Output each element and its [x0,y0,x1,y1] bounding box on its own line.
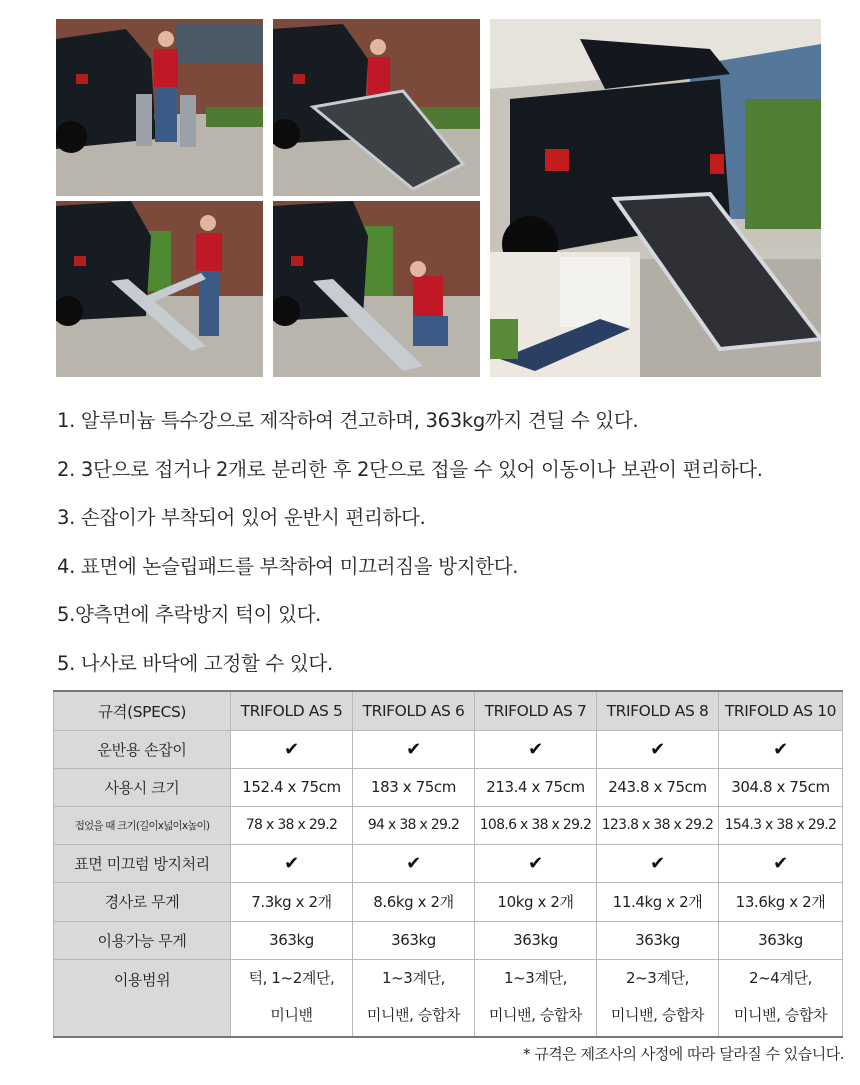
table-cell: 213.4 x 75cm [475,768,597,806]
row-label: 경사로 무게 [54,882,231,921]
row-label: 이용범위 [54,959,231,1037]
row-label: 이용가능 무게 [54,921,231,959]
table-cell: 123.8 x 38 x 29.2 [597,806,719,844]
table-cell: 152.4 x 75cm [231,768,353,806]
table-cell: 7.3kg x 2개 [231,882,353,921]
cell-line: 미니밴, 승합차 [366,1005,461,1024]
cell-line: 1~3계단, [381,968,445,987]
table-cell: 363kg [597,921,719,959]
checkmark-icon: ✔ [719,730,843,768]
checkmark-icon: ✔ [353,730,475,768]
cell-line: 2~4계단, [748,968,812,987]
footnote: * 규격은 제조사의 사정에 따라 달라질 수 있습니다. [523,1045,844,1063]
photo-man-securing-ramp [273,201,480,377]
cell-line: 미니밴 [270,1005,313,1024]
feature-item: 1. 알루미늄 특수강으로 제작하여 견고하며, 363kg까지 견딜 수 있다. [57,409,639,432]
table-cell [597,959,719,1037]
table-cell: 183 x 75cm [353,768,475,806]
table-header-cell: TRIFOLD AS 6 [353,691,475,730]
table-cell: 78 x 38 x 29.2 [231,806,353,844]
table-header-cell: TRIFOLD AS 5 [231,691,353,730]
cell-line: 턱, 1~2계단, [248,968,335,987]
table-row [54,806,843,844]
table-cell: 108.6 x 38 x 29.2 [475,806,597,844]
table-cell: 363kg [475,921,597,959]
spec-table [53,690,843,1038]
table-cell: 10kg x 2개 [475,882,597,921]
checkmark-icon: ✔ [353,844,475,882]
row-label: 운반용 손잡이 [54,730,231,768]
feature-item: 3. 손잡이가 부착되어 있어 운반시 편리하다. [57,506,426,529]
table-cell: 363kg [353,921,475,959]
table-cell: 13.6kg x 2개 [719,882,843,921]
row-label: 표면 미끄럼 방지처리 [54,844,231,882]
table-row [54,882,843,921]
cell-line: 미니밴, 승합차 [488,1005,583,1024]
table-row [54,959,843,1037]
feature-item: 5.양측면에 추락방지 턱이 있다. [57,603,322,626]
table-cell: 363kg [719,921,843,959]
cell-line: 2~3계단, [625,968,689,987]
table-cell: 11.4kg x 2개 [597,882,719,921]
feature-item: 2. 3단으로 접거나 2개로 분리한 후 2단으로 접을 수 있어 이동이나 보관이 편리하다. [57,457,763,481]
table-row [54,844,843,882]
photo-suv-with-ramp-installed [490,19,821,377]
row-label: 사용시 크기 [54,768,231,806]
checkmark-icon: ✔ [475,730,597,768]
checkmark-icon: ✔ [597,730,719,768]
table-row [54,768,843,806]
table-row [54,921,843,959]
table-header-cell: TRIFOLD AS 10 [719,691,843,730]
table-cell: 243.8 x 75cm [597,768,719,806]
cell-line: 미니밴, 승합차 [610,1005,705,1024]
table-cell: 363kg [231,921,353,959]
feature-item: 4. 표면에 논슬립패드를 부착하여 미끄러짐을 방지한다. [57,554,519,578]
checkmark-icon: ✔ [719,844,843,882]
table-header-cell: 규격(SPECS) [54,691,231,730]
checkmark-icon: ✔ [231,844,353,882]
table-cell [475,959,597,1037]
feature-item: 5. 나사로 바닥에 고정할 수 있다. [57,651,333,675]
table-cell: 94 x 38 x 29.2 [353,806,475,844]
table-cell: 154.3 x 38 x 29.2 [719,806,843,844]
cell-line: 1~3계단, [503,968,567,987]
cell-line: 미니밴, 승합차 [733,1005,828,1024]
table-cell: 8.6kg x 2개 [353,882,475,921]
table-header-cell: TRIFOLD AS 7 [475,691,597,730]
table-header-cell: TRIFOLD AS 8 [597,691,719,730]
table-row [54,730,843,768]
table-header-row [54,691,843,730]
checkmark-icon: ✔ [231,730,353,768]
feature-list [57,397,847,688]
checkmark-icon: ✔ [597,844,719,882]
table-cell [353,959,475,1037]
table-cell: 304.8 x 75cm [719,768,843,806]
table-cell [719,959,843,1037]
row-label: 접었을 때 크기(길이x넓이x높이) [54,806,231,844]
table-cell [231,959,353,1037]
photo-man-unfolding-ramp [273,19,480,196]
photo-man-placing-ramp [56,201,263,377]
checkmark-icon: ✔ [475,844,597,882]
photo-man-carrying-folded-ramp [56,19,263,196]
